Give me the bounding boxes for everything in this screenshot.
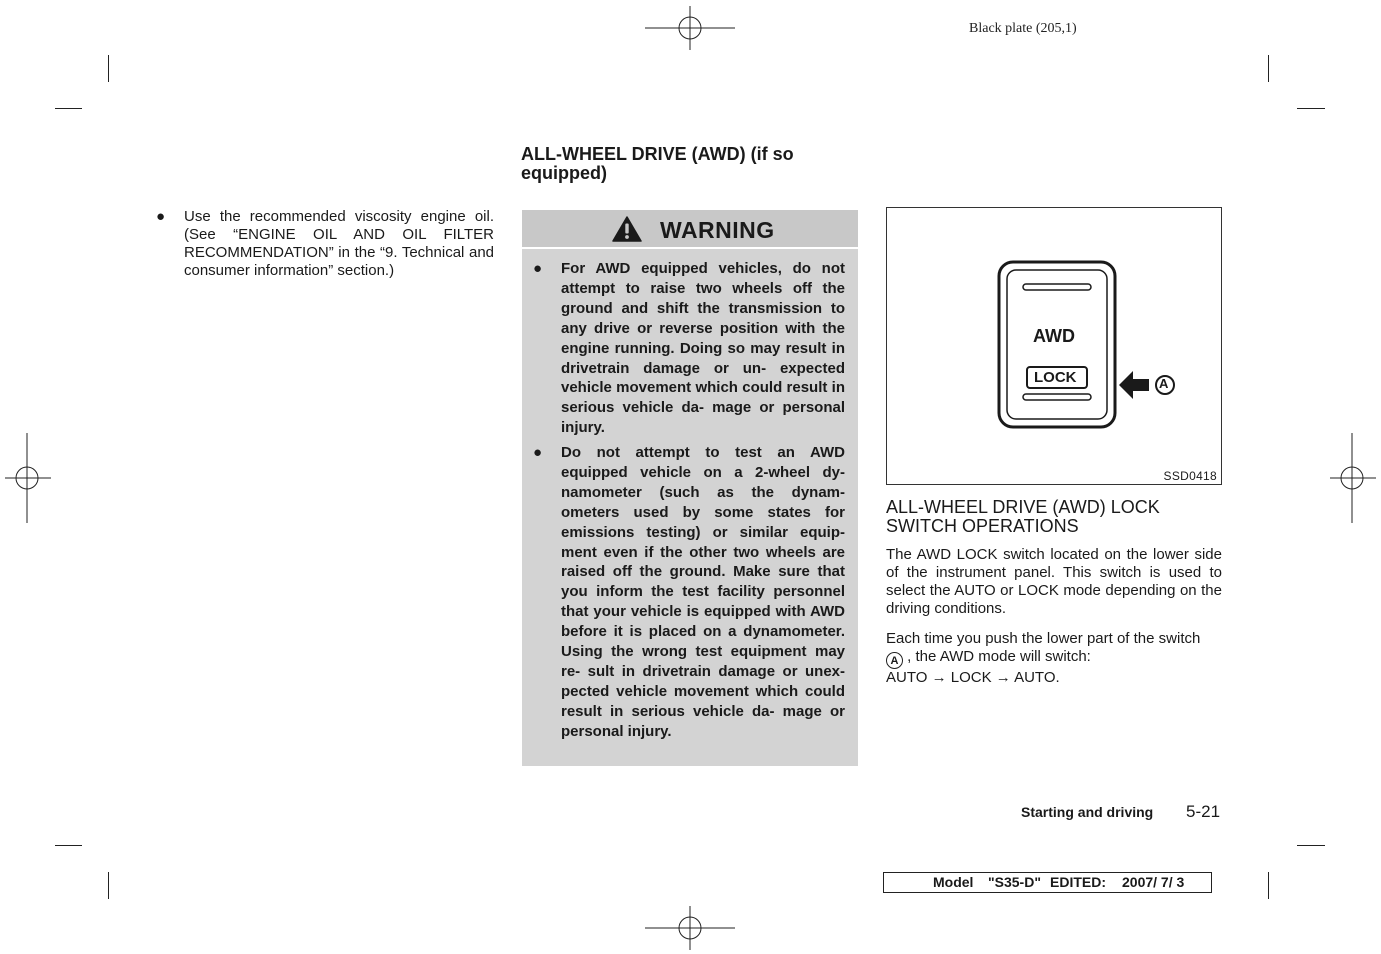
warning-text: For AWD equipped vehicles, do not attempt to raise two wheels off the ground and shift the transmission to any drive or reverse position with the engine running. Doing so may result in drivetrain damage or un- expected vehicle movement which could result in serious vehicle da- mage or personal injury.: [561, 260, 845, 437]
registration-mark-right: [1330, 433, 1376, 523]
warning-heading: WARNING: [660, 217, 775, 243]
bullet-dot: ●: [156, 208, 166, 225]
edited-label: EDITED:: [1050, 874, 1106, 890]
switch-lock-label: LOCK: [1034, 369, 1077, 386]
warning-body: [522, 249, 858, 766]
bullet-text: Use the recommended viscosity engine oil. (See “ENGINE OIL AND OIL FILTER RECOMMENDATION” in the “9. Technical and consumer information” section.): [184, 208, 494, 279]
awd-switch-figure: [886, 207, 1222, 485]
section-title: ALL-WHEEL DRIVE (AWD) (if so equipped): [521, 144, 794, 183]
bullet-dot: ●: [533, 260, 543, 277]
registration-mark-left: [5, 433, 51, 523]
model-info-box: [883, 872, 1212, 893]
paragraph-text: , the AWD mode will switch:: [907, 648, 1091, 665]
model-label: Model: [933, 874, 974, 890]
paragraph: The AWD LOCK switch located on the lower side of the instrument panel. This switch is used to select the AUTO or LOCK mode depending on the driving conditions.: [886, 546, 1222, 617]
paragraph-line: [886, 648, 1222, 669]
page-number: 5-21: [1186, 802, 1221, 821]
paragraph-line: Each time you push the lower part of the switch: [886, 630, 1201, 647]
callout-a-icon: A: [886, 652, 903, 669]
edited-value: 2007/ 7/ 3: [1122, 874, 1185, 890]
model-value: "S35-D": [988, 874, 1041, 890]
plate-label: Black plate (205,1): [969, 21, 1077, 36]
warning-text: Do not attempt to test an AWD equipped vehicle on a 2-wheel dy- namometer (such as the dynam- ometers used by some states for emissions testing) or similar equip- ment even if the other two wheels are raised off the ground. Make sure that you inform the test facility personnel that your vehicle is equipped with AWD before it is placed on a dynamometer. Using the wrong test equipment may re- sult in drivetrain damage or unex- pected vehicle movement which could result in serious vehicle da- mage or personal injury.: [561, 444, 845, 740]
bullet-dot: ●: [533, 444, 543, 461]
callout-a-label: A: [1159, 376, 1169, 391]
paragraph: [886, 630, 1222, 687]
registration-mark-top: [645, 6, 735, 50]
registration-mark-bottom: [645, 906, 735, 950]
warning-triangle-icon: [612, 216, 642, 242]
mode-sequence: AUTO → LOCK → AUTO.: [886, 669, 1060, 686]
figure-code: SSD0418: [1163, 469, 1217, 483]
subsection-title: ALL-WHEEL DRIVE (AWD) LOCK SWITCH OPERATIONS: [886, 497, 1160, 536]
footer-section-name: Starting and driving: [1021, 804, 1154, 820]
switch-awd-label: AWD: [1033, 326, 1075, 346]
warning-header: [522, 210, 858, 247]
